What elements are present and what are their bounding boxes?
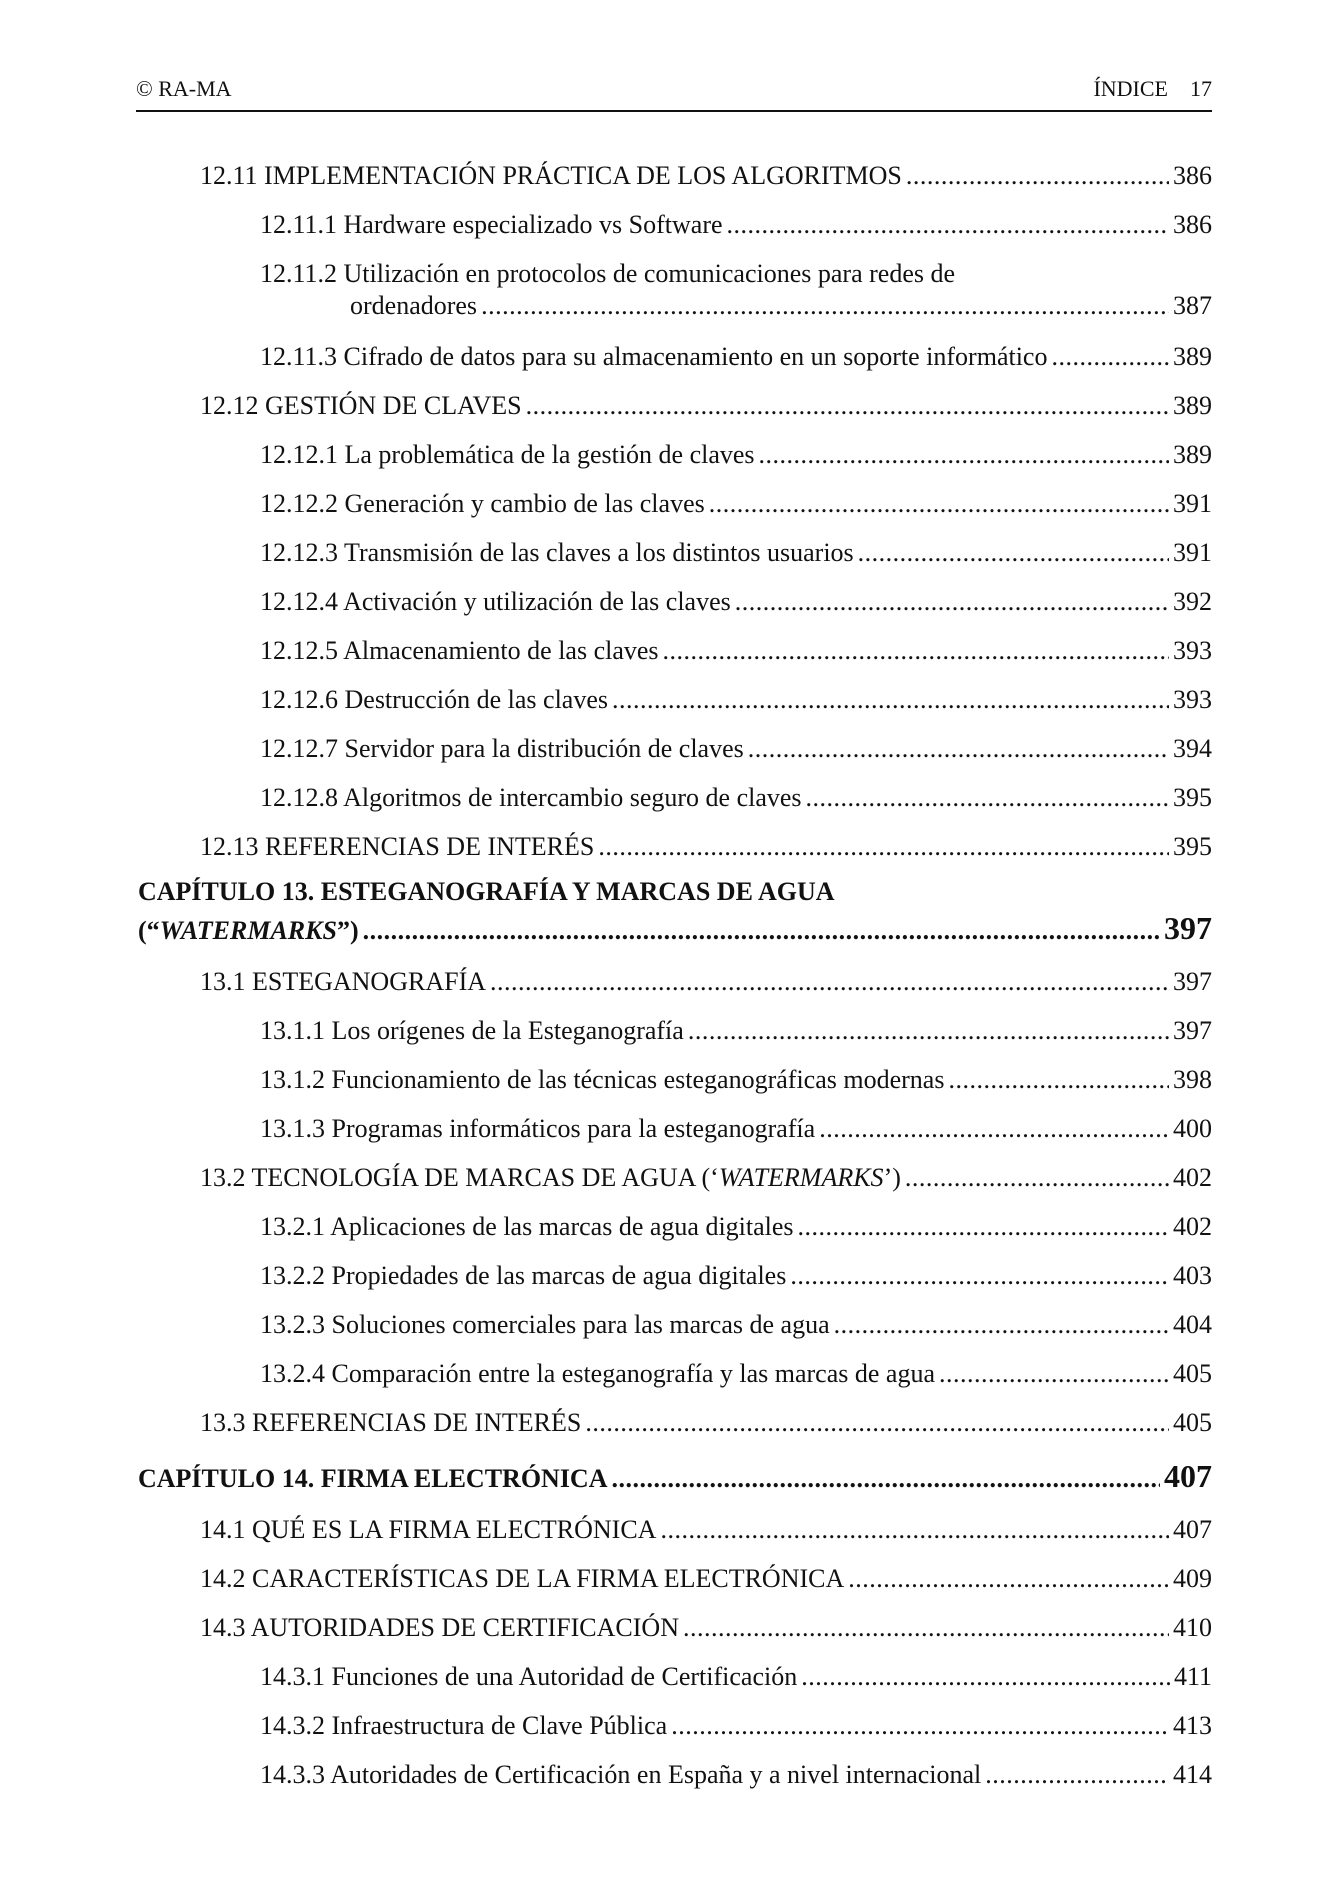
toc-entry [200,966,1212,998]
dot-leader [735,586,1169,618]
toc-entry-label: 12.12.2 Generación y cambio de las claves [260,489,705,518]
toc-entry-page: 387 [1173,291,1212,320]
toc-entry-label: 14.2 CARACTERÍSTICAS DE LA FIRMA ELECTRÓNICA [200,1564,845,1593]
dot-leader [688,1015,1169,1047]
toc-entry [260,1661,1212,1693]
dot-leader [683,1612,1169,1644]
toc-entry [260,1015,1212,1047]
page-number: 17 [1190,76,1212,101]
toc-entry-label: 12.11.3 Cifrado de datos para su almacenamiento en un soporte informático [260,342,1048,371]
toc-entry [260,782,1212,814]
toc-entry [200,160,1212,192]
chapter-label: CAPÍTULO 14. FIRMA ELECTRÓNICA [138,1464,608,1493]
toc-entry [200,1162,1212,1194]
toc-entry-page: 386 [1173,210,1212,239]
toc-entry [260,1064,1212,1096]
toc-entry [260,1710,1212,1742]
toc-entry-page: 391 [1173,489,1212,518]
toc-entry [260,537,1212,569]
toc-entry-page: 402 [1173,1212,1212,1241]
toc-entry-label [200,1162,901,1194]
toc-entry-page: 392 [1173,587,1212,616]
toc-entry [260,635,1212,667]
toc-entry [260,1260,1212,1292]
toc-entry-label: 13.2.4 Comparación entre la esteganografía y las marcas de agua [260,1359,935,1388]
toc-entry [260,341,1212,373]
dot-leader [905,1162,1169,1194]
toc-entry-page: 395 [1173,832,1212,861]
toc-entry-label: 12.11.1 Hardware especializado vs Software [260,210,723,239]
toc-entry-page: 394 [1173,734,1212,763]
chapter-entry [138,1460,1212,1495]
dot-leader [612,1463,1161,1495]
toc-entry-label: 12.11 IMPLEMENTACIÓN PRÁCTICA DE LOS ALGORITMOS [200,161,902,190]
dot-leader [481,290,1169,322]
dot-leader [806,782,1169,814]
running-head [1093,76,1212,102]
dot-leader [790,1260,1169,1292]
close-quote: ”) [336,916,359,945]
toc-entry [260,684,1212,716]
toc-entry [260,1358,1212,1390]
toc-entry-page: 409 [1173,1564,1212,1593]
toc-entry-label: 13.2.2 Propiedades de las marcas de agua digitales [260,1261,787,1290]
toc-entry-page: 404 [1173,1310,1212,1339]
toc-entry-page: 407 [1173,1515,1212,1544]
toc-entry-label: 12.12.4 Activación y utilización de las claves [260,587,731,616]
toc-entry-label: 14.3.2 Infraestructura de Clave Pública [260,1711,668,1740]
dot-leader [848,1563,1169,1595]
toc-entry-label: 14.3.1 Funciones de una Autoridad de Certificación [260,1662,798,1691]
toc-entry-page: 389 [1173,391,1212,420]
toc-entry-page: 398 [1173,1065,1212,1094]
toc-entry-label-line1: 12.11.2 Utilización en protocolos de comunicaciones para redes de [260,259,956,288]
dot-leader [727,209,1169,241]
chapter-label-line1: CAPÍTULO 13. ESTEGANOGRAFÍA Y MARCAS DE AGUA [138,877,835,906]
toc-entry-page: 393 [1173,636,1212,665]
toc-entry-page: 413 [1173,1711,1212,1740]
toc-entry [260,1211,1212,1243]
toc-entry-page: 397 [1173,967,1212,996]
toc-entry-page: 395 [1173,783,1212,812]
toc-entry [260,733,1212,765]
toc-entry [200,390,1212,422]
toc-entry [200,831,1212,863]
toc-entry-page: 393 [1173,685,1212,714]
toc-entry-label: 12.12.1 La problemática de la gestión de claves [260,440,755,469]
watermarks-term: WATERMARKS [718,1163,884,1192]
toc-entry [260,488,1212,520]
toc-entry-page: 411 [1173,1662,1212,1691]
copyright-label: © RA-MA [136,76,232,101]
toc-entry [200,1407,1212,1439]
dot-leader [906,160,1169,192]
dot-leader [819,1113,1169,1145]
chapter-entry [138,912,1212,947]
toc-entry [260,209,1212,241]
dot-leader [490,966,1169,998]
dot-leader [598,831,1169,863]
dot-leader [858,537,1169,569]
toc-entry-page: 391 [1173,538,1212,567]
toc-entry [260,1759,1212,1791]
toc-entry-page: 400 [1173,1114,1212,1143]
dot-leader [748,733,1169,765]
dot-leader [671,1710,1169,1742]
toc-entry [350,290,1212,322]
toc-entry-page: 410 [1173,1613,1212,1642]
dot-leader [663,635,1169,667]
toc-entry-page: 405 [1173,1408,1212,1437]
toc-entry [200,1514,1212,1546]
dot-leader [948,1064,1169,1096]
dot-leader [363,915,1160,947]
chapter-page: 397 [1164,910,1212,946]
toc-entry-label: 12.12.5 Almacenamiento de las claves [260,636,659,665]
toc-entry-label: 14.3.3 Autoridades de Certificación en España y a nivel internacional [260,1760,982,1789]
toc-entry-label: 13.2.3 Soluciones comerciales para las marcas de agua [260,1310,830,1339]
toc-entry-label: 13.3 REFERENCIAS DE INTERÉS [200,1408,582,1437]
running-head-title: ÍNDICE [1093,76,1168,101]
toc-entry-label: 13.1.1 Los orígenes de la Esteganografía [260,1016,684,1045]
toc-entry-label: 13.1.3 Programas informáticos para la esteganografía [260,1114,816,1143]
dot-leader [709,488,1169,520]
dot-leader [798,1211,1169,1243]
toc-entry-label: 13.2.1 Aplicaciones de las marcas de agua digitales [260,1212,794,1241]
dot-leader [612,684,1169,716]
toc-entry-label-line2: ordenadores [350,291,478,320]
toc-entry-label: 13.1.2 Funcionamiento de las técnicas esteganográficas modernas [260,1065,945,1094]
dot-leader [985,1759,1169,1791]
toc-entry-page: 405 [1173,1359,1212,1388]
toc-entry [200,1612,1212,1644]
dot-leader [939,1358,1169,1390]
dot-leader [1051,341,1169,373]
toc-entry [200,1563,1212,1595]
page-header [136,76,1212,112]
toc-entry-label: 12.12.3 Transmisión de las claves a los distintos usuarios [260,538,854,567]
dot-leader [585,1407,1169,1439]
toc-entry [260,439,1212,471]
toc-entry-label: 12.12 GESTIÓN DE CLAVES [200,391,522,420]
toc-entry [260,1309,1212,1341]
toc-entry-label: 14.1 QUÉ ES LA FIRMA ELECTRÓNICA [200,1515,657,1544]
chapter-label-line2 [138,915,359,947]
dot-leader [801,1661,1170,1693]
toc-entry-label: 14.3 AUTORIDADES DE CERTIFICACIÓN [200,1613,679,1642]
toc-entry-label: 12.12.6 Destrucción de las claves [260,685,609,714]
open-quote: (“ [138,916,160,945]
toc-entry-page: 403 [1173,1261,1212,1290]
toc-entry-page: 397 [1173,1016,1212,1045]
toc-entry-page: 402 [1173,1163,1212,1192]
dot-leader [526,390,1169,422]
toc-entry-label: 12.12.7 Servidor para la distribución de claves [260,734,744,763]
dot-leader [660,1514,1169,1546]
toc-entry-page: 389 [1173,342,1212,371]
toc-entry-label: 12.12.8 Algoritmos de intercambio seguro de claves [260,783,802,812]
toc-entry-page: 414 [1173,1760,1212,1789]
toc-entry [260,586,1212,618]
chapter-page: 407 [1164,1458,1212,1494]
label-text: ’) [883,1163,901,1192]
label-text: 13.2 TECNOLOGÍA DE MARCAS DE AGUA (‘ [200,1163,719,1192]
toc-entry-label: 13.1 ESTEGANOGRAFÍA [200,967,486,996]
toc-entry-label: 12.13 REFERENCIAS DE INTERÉS [200,832,595,861]
watermarks-term: WATERMARKS [159,916,337,945]
dot-leader [759,439,1169,471]
toc-entry-page: 389 [1173,440,1212,469]
toc-entry [260,1113,1212,1145]
toc-entry-page: 386 [1173,161,1212,190]
dot-leader [834,1309,1169,1341]
